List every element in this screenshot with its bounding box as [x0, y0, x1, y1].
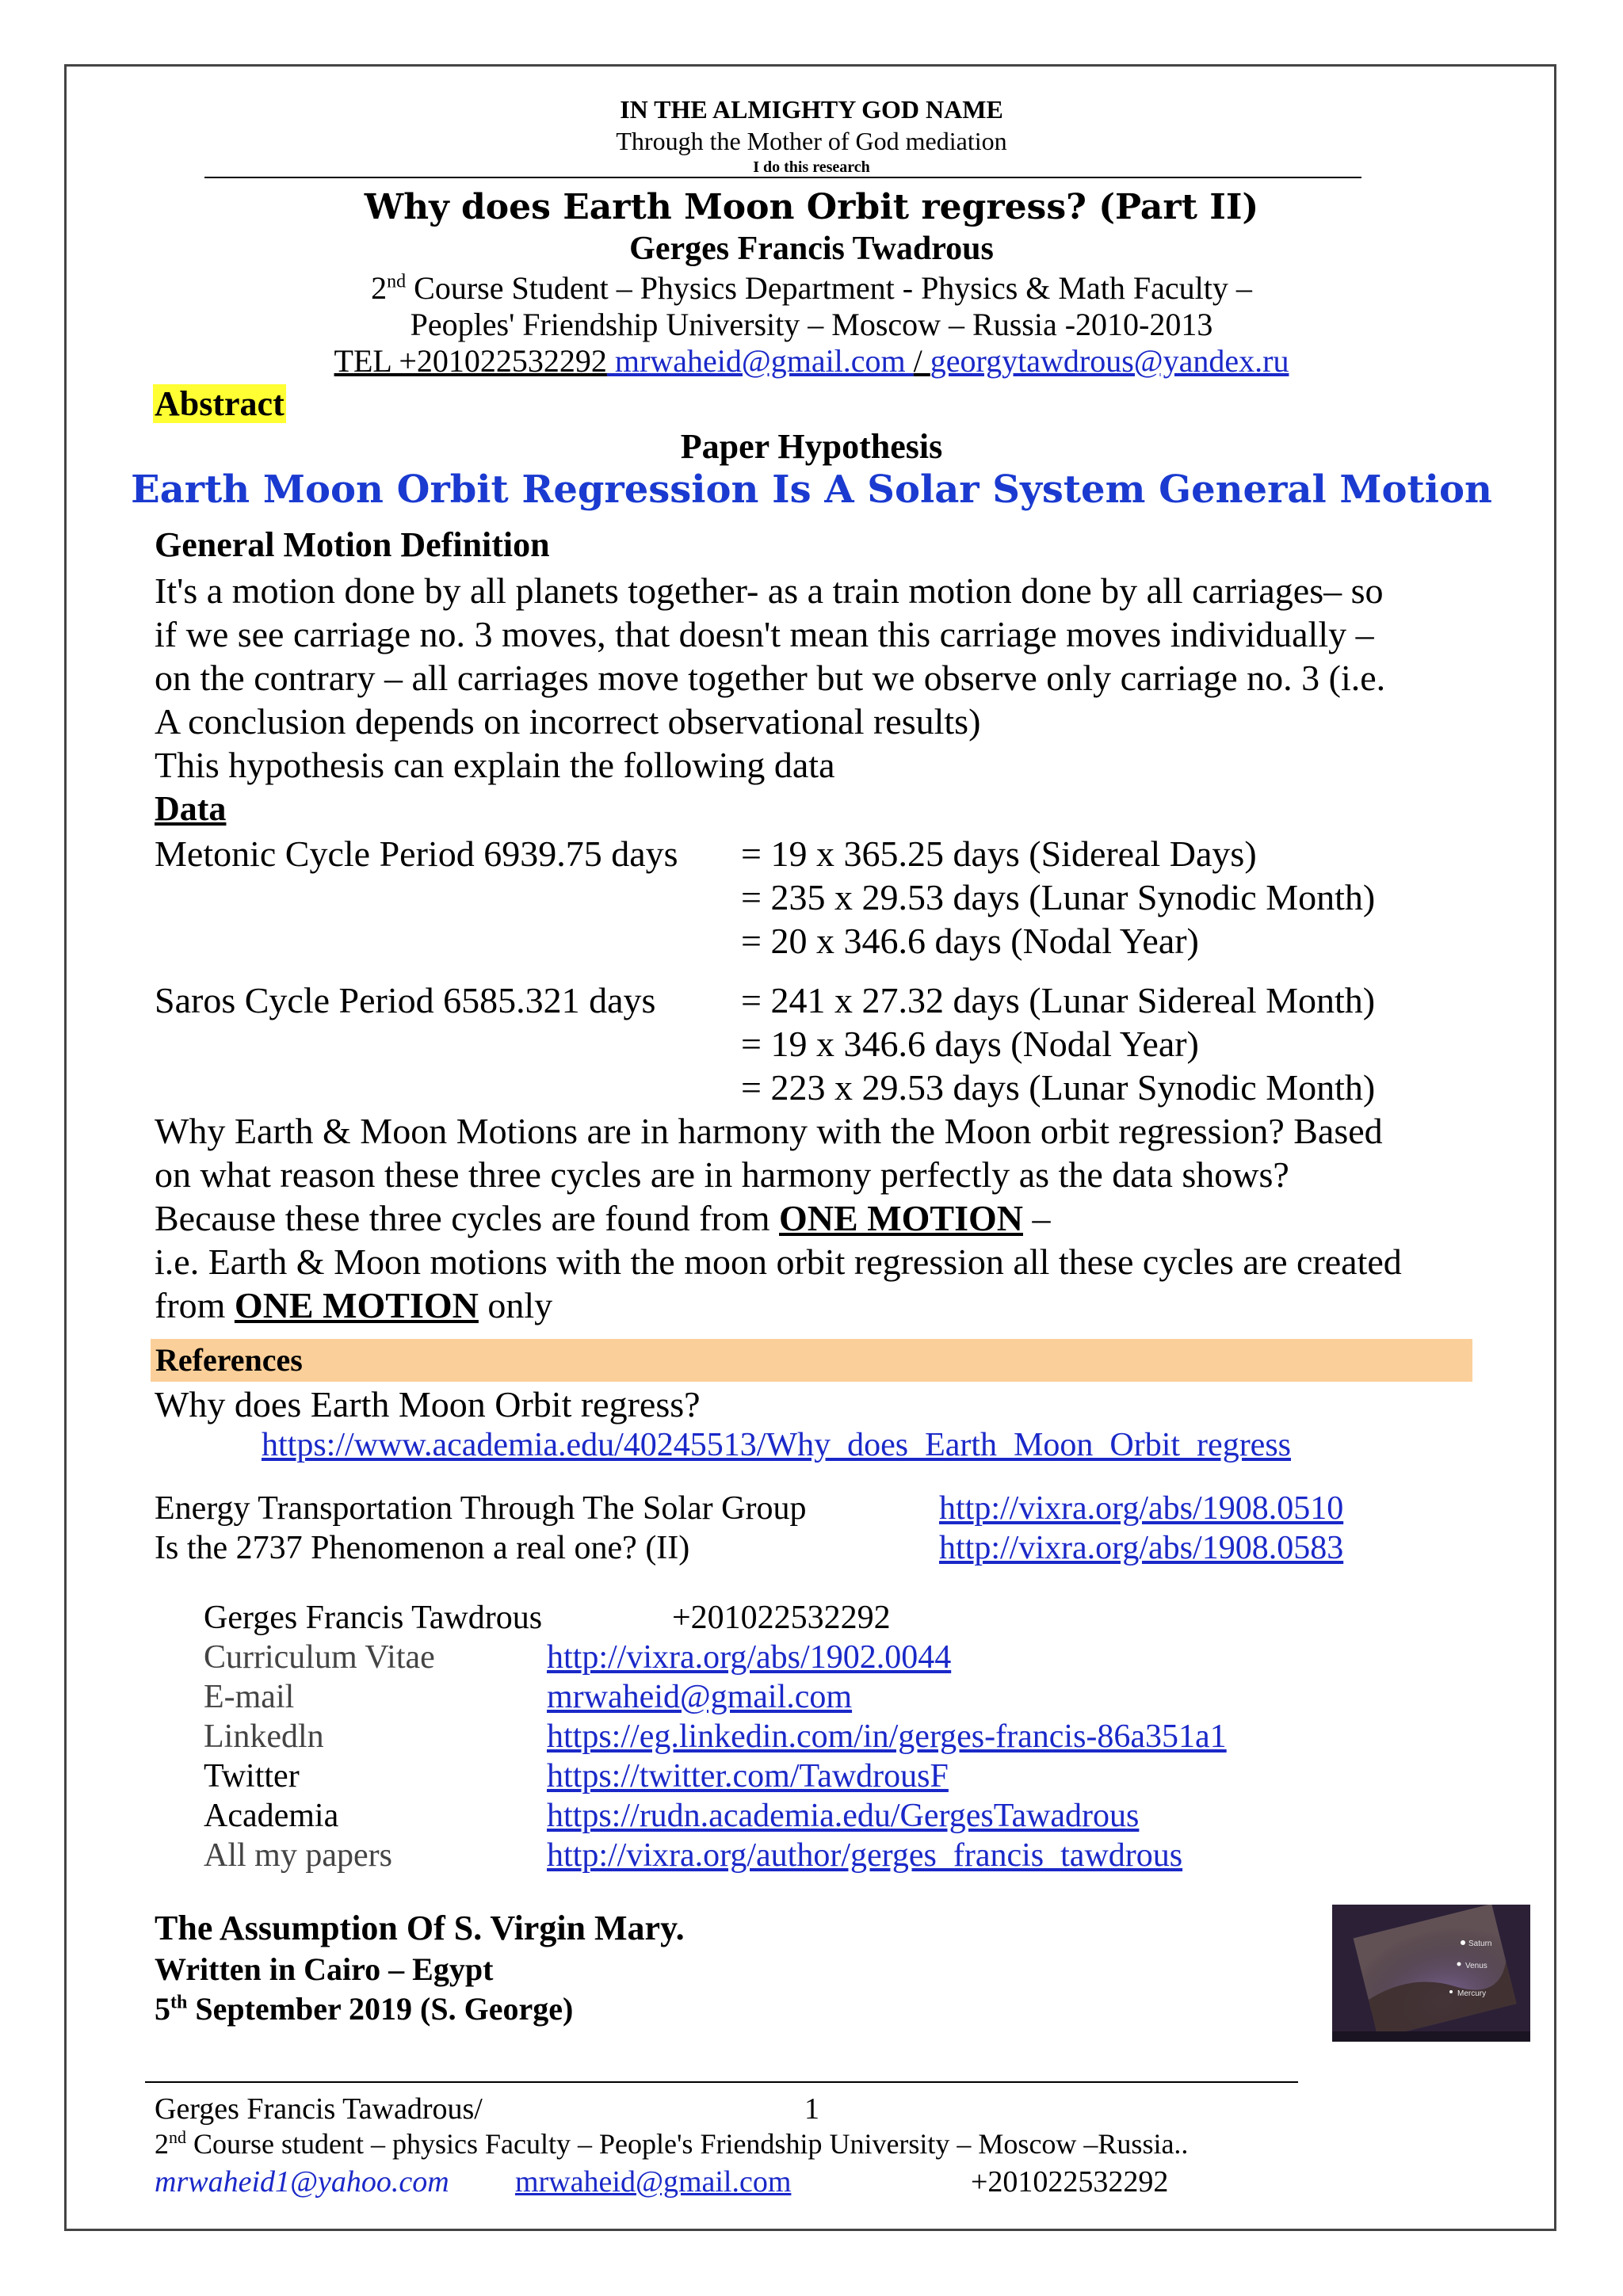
thumb-label-mercury: Mercury: [1457, 1989, 1487, 1998]
footer-email-gmail[interactable]: mrwaheid@gmail.com: [515, 2165, 792, 2199]
metonic-row-1: = 19 x 365.25 days (Sidereal Days): [741, 833, 1257, 874]
header-rule: [204, 177, 1361, 178]
profile-link-twitter[interactable]: https://twitter.com/TawdrousF: [547, 1758, 949, 1794]
hypothesis-heading: Paper Hypothesis: [680, 427, 943, 466]
closing-location: Written in Cairo – Egypt: [155, 1951, 494, 1987]
paper-title: Why does Earth Moon Orbit regress? (Part II): [364, 187, 1259, 227]
header-dedication: IN THE ALMIGHTY GOD NAME: [620, 95, 1003, 124]
author-name: Gerges Francis Twadrous: [629, 231, 994, 267]
conclusion-line-2: on what reason these three cycles are in harmony perfectly as the data shows?: [155, 1154, 1289, 1195]
planets-thumbnail-image: [1332, 1905, 1530, 2042]
header-mediation: Through the Mother of God mediation: [616, 127, 1007, 155]
general-motion-heading: General Motion Definition: [155, 525, 550, 564]
profile-link-cv[interactable]: http://vixra.org/abs/1902.0044: [547, 1639, 952, 1676]
profile-label-cv: Curriculum Vitae: [204, 1639, 435, 1676]
email-link-yandex[interactable]: georgytawdrous@yandex.ru: [930, 343, 1289, 379]
general-motion-line-2: if we see carriage no. 3 moves, that doesn't mean this carriage moves individually –: [155, 614, 1374, 654]
conclusion-line-3: Because these three cycles are found from ONE MOTION –: [155, 1198, 1051, 1238]
header-research-note: I do this research: [753, 158, 870, 176]
email-link-gmail[interactable]: mrwaheid@gmail.com: [606, 343, 914, 379]
footer-rule: [145, 2081, 1298, 2083]
affiliation-line1: 2nd Course Student – Physics Department - Physics & Math Faculty –: [371, 270, 1252, 306]
closing-assumption: The Assumption Of S. Virgin Mary.: [155, 1909, 685, 1947]
profile-link-academia[interactable]: https://rudn.academia.edu/GergesTawadrous: [547, 1798, 1140, 1834]
conclusion-line-1: Why Earth & Moon Motions are in harmony with the Moon orbit regression? Based: [155, 1111, 1383, 1151]
footer-page-number: 1: [804, 2092, 819, 2126]
affiliation-line2: Peoples' Friendship University – Moscow – Russia -2010-2013: [410, 307, 1213, 342]
conclusion-line-5: from ONE MOTION only: [155, 1285, 553, 1325]
one-motion-emphasis: ONE MOTION: [779, 1198, 1023, 1238]
thumb-label-saturn: Saturn: [1468, 1939, 1492, 1948]
reference-link-3[interactable]: http://vixra.org/abs/1908.0583: [939, 1530, 1344, 1566]
footer-phone: +201022532292: [971, 2165, 1169, 2199]
reference-title-2: Energy Transportation Through The Solar Group: [155, 1490, 807, 1527]
abstract-label: Abstract: [155, 384, 285, 423]
general-motion-line-5: This hypothesis can explain the following data: [155, 745, 835, 785]
general-motion-line-3: on the contrary – all carriages move together but we observe only carriage no. 3 (i.e.: [155, 658, 1386, 698]
contact-line: TEL +201022532292 mrwaheid@gmail.com / georgytawdrous@yandex.ru: [334, 343, 1289, 379]
conclusion-line-4: i.e. Earth & Moon motions with the moon orbit regression all these cycles are created: [155, 1241, 1402, 1282]
thumb-label-venus: Venus: [1465, 1962, 1487, 1970]
data-heading: Data: [155, 789, 227, 828]
metonic-row-2: = 235 x 29.53 days (Lunar Synodic Month): [741, 877, 1376, 917]
saros-label: Saros Cycle Period 6585.321 days: [155, 980, 656, 1020]
profile-label-linkedin: Linkedln: [204, 1718, 324, 1755]
metonic-label: Metonic Cycle Period 6939.75 days: [155, 833, 678, 874]
profile-label-academia: Academia: [204, 1798, 339, 1834]
hypothesis-statement: Earth Moon Orbit Regression Is A Solar System General Motion: [131, 467, 1492, 512]
reference-title-3: Is the 2737 Phenomenon a real one? (II): [155, 1530, 690, 1566]
references-highlight: [151, 1339, 1472, 1382]
profile-label-email: E-mail: [204, 1679, 295, 1715]
phone-number: TEL +201022532292: [334, 343, 607, 379]
profile-name: Gerges Francis Tawdrous: [204, 1600, 543, 1636]
profile-label-twitter: Twitter: [204, 1758, 300, 1794]
profile-phone: +201022532292: [672, 1600, 891, 1636]
closing-date: 5th September 2019 (S. George): [155, 1991, 574, 2027]
footer-affiliation: 2nd Course student – physics Faculty – People's Friendship University – Moscow –Russia..: [155, 2127, 1189, 2160]
general-motion-line-1: It's a motion done by all planets together- as a train motion done by all carriages– so: [155, 570, 1384, 611]
profile-link-email[interactable]: mrwaheid@gmail.com: [547, 1679, 853, 1715]
footer-email-yahoo[interactable]: mrwaheid1@yahoo.com: [155, 2165, 449, 2199]
profile-link-linkedin[interactable]: https://eg.linkedin.com/in/gerges-francis-86a351a1: [547, 1718, 1227, 1755]
metonic-row-3: = 20 x 346.6 days (Nodal Year): [741, 921, 1199, 961]
profile-label-papers: All my papers: [204, 1837, 392, 1874]
reference-title-1: Why does Earth Moon Orbit regress?: [155, 1384, 701, 1425]
reference-link-1[interactable]: https://www.academia.edu/40245513/Why_does_Earth_Moon_Orbit_regress: [262, 1427, 1292, 1463]
general-motion-line-4: A conclusion depends on incorrect observational results): [155, 701, 981, 742]
references-heading: References: [155, 1342, 303, 1378]
saros-row-2: = 19 x 346.6 days (Nodal Year): [741, 1024, 1199, 1064]
one-motion-emphasis: ONE MOTION: [234, 1285, 479, 1325]
reference-link-2[interactable]: http://vixra.org/abs/1908.0510: [939, 1490, 1344, 1527]
footer-author: Gerges Francis Tawadrous/: [155, 2092, 483, 2126]
saros-row-3: = 223 x 29.53 days (Lunar Synodic Month): [741, 1067, 1376, 1108]
saros-row-1: = 241 x 27.32 days (Lunar Sidereal Month): [741, 980, 1376, 1020]
profile-link-papers[interactable]: http://vixra.org/author/gerges_francis_tawdrous: [547, 1837, 1183, 1874]
